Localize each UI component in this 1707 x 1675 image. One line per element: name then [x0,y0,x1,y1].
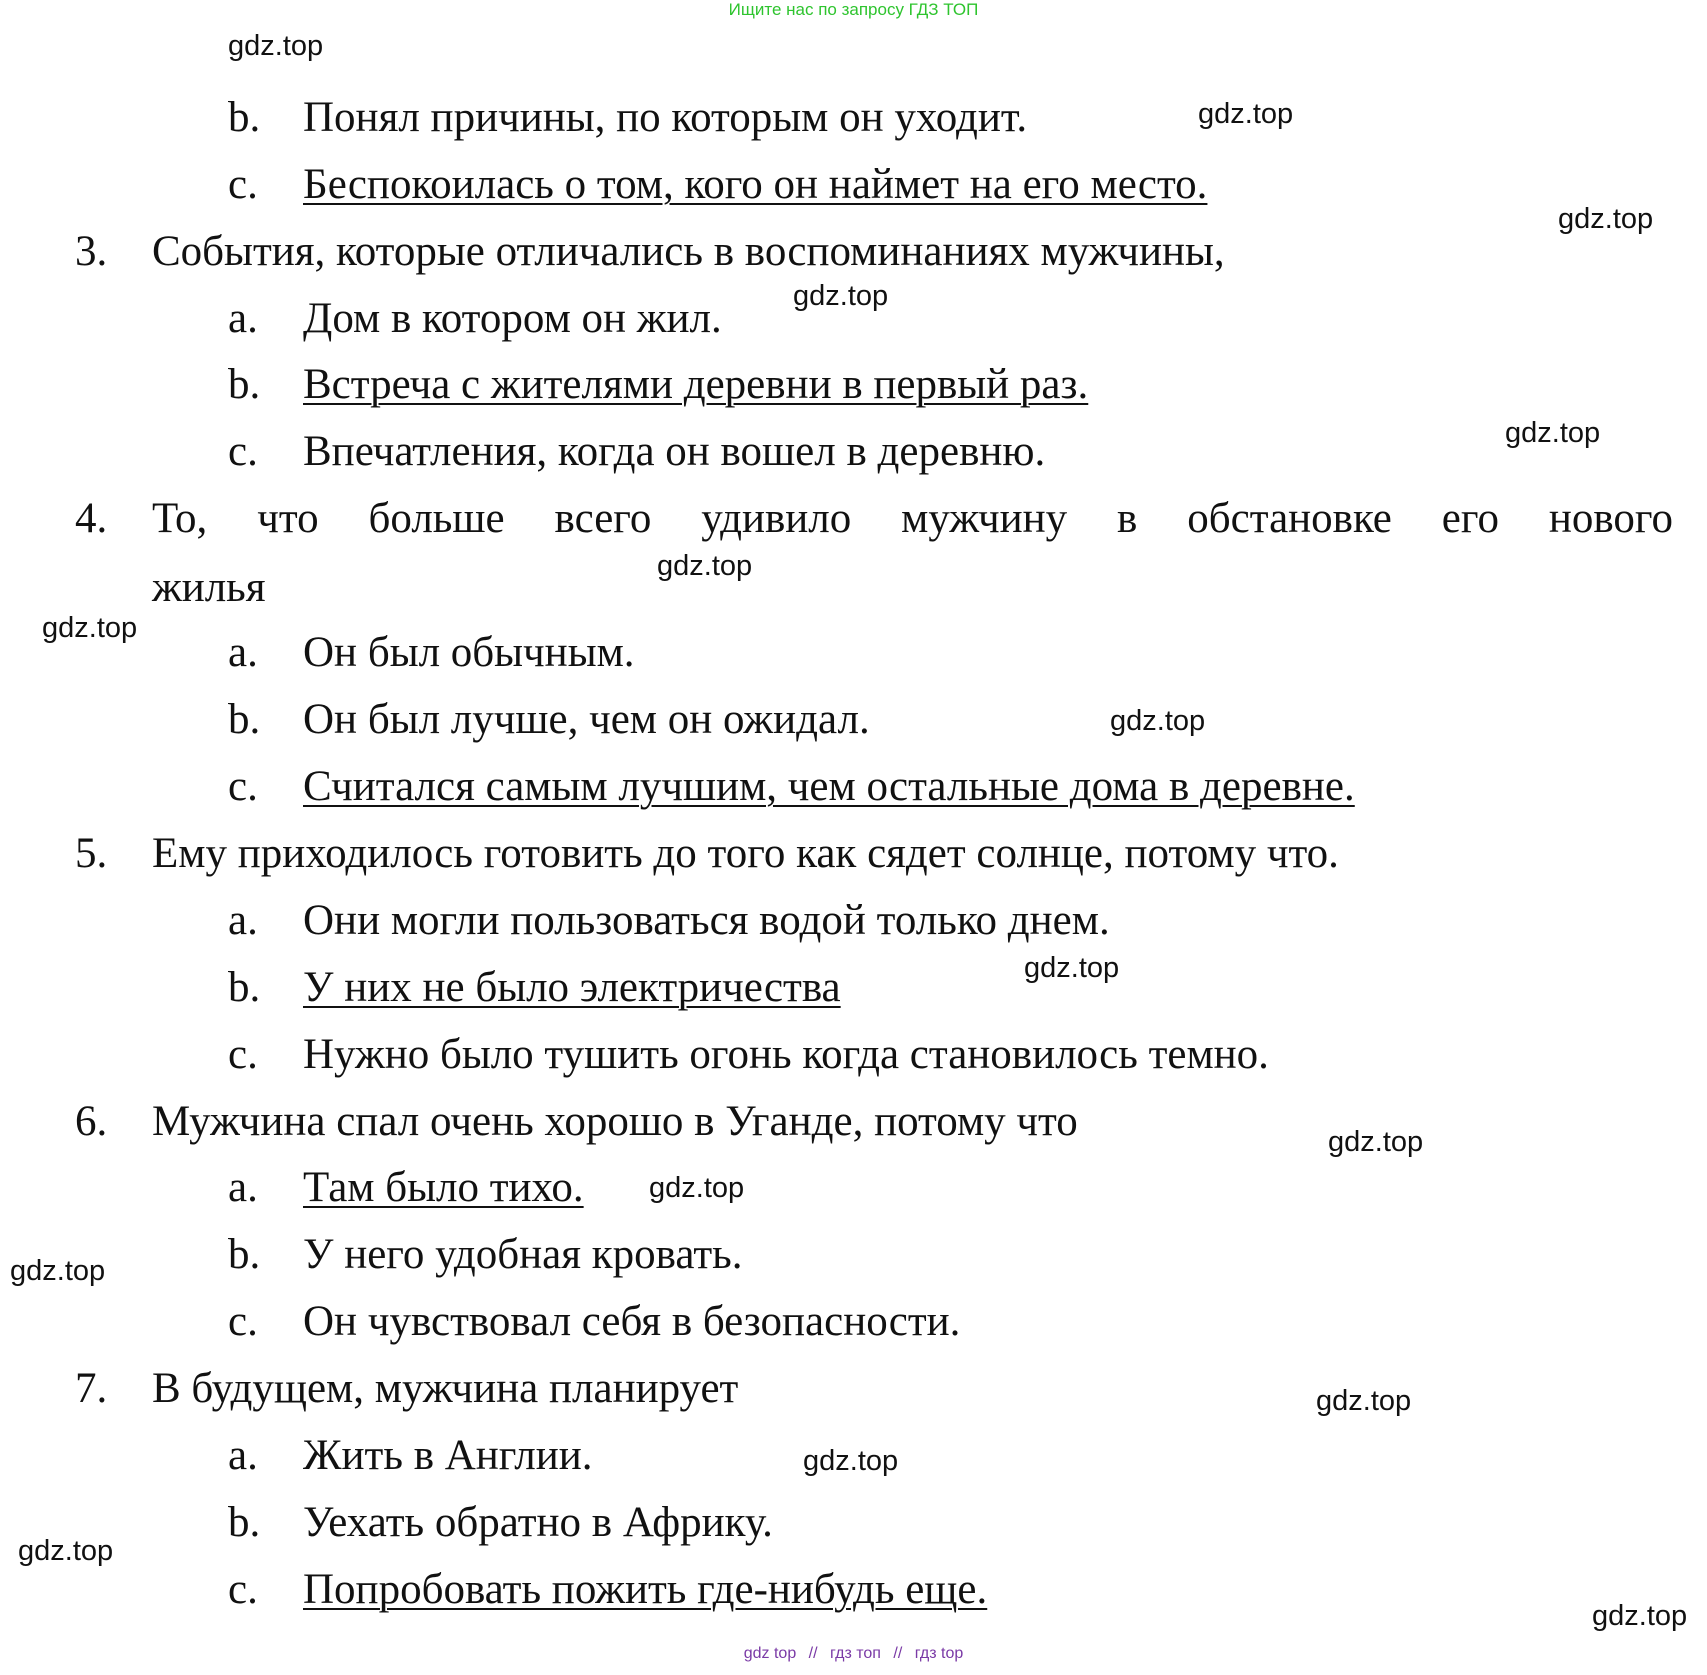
watermark: gdz.top [1024,952,1120,984]
footer-part: гдз top [914,1645,964,1662]
q3-option-c: Впечатления, когда он вошел в деревню. [303,428,1046,475]
q7-option-a: Жить в Англии. [303,1432,593,1479]
option-letter: b. [228,361,261,408]
watermark: gdz.top [42,612,138,644]
option-letter: b. [228,1499,261,1546]
question-number: 7. [75,1365,108,1412]
q4-text-line2: жилья [152,564,266,611]
watermark: gdz.top [1505,417,1601,449]
question-number: 4. [75,495,108,542]
option-letter: a. [228,897,258,944]
watermark: gdz.top [10,1255,106,1287]
watermark: gdz.top [228,30,324,62]
option-letter: c. [228,763,258,810]
watermark: gdz.top [793,280,889,312]
option-letter: b. [228,94,261,141]
q7-text: В будущем, мужчина планирует [152,1365,739,1412]
footer-separator: // [893,1645,903,1662]
watermark: gdz.top [649,1172,745,1204]
q5-option-c: Нужно было тушить огонь когда становилось темно. [303,1031,1269,1078]
footer-part: гдз топ [830,1645,881,1662]
watermark: gdz.top [1110,705,1206,737]
q6-option-a-answer: Там было тихо. [303,1164,584,1211]
watermark: gdz.top [1592,1600,1688,1632]
q3-text: События, которые отличались в воспоминаниях мужчины, [152,228,1225,275]
option-letter: c. [228,161,258,208]
q5-option-a: Они могли пользоваться водой только днем. [303,897,1110,944]
q4-text-line1: То, что больше всего удивило мужчину в обстановке его нового [152,495,1673,542]
q2-option-c-answer: Беспокоилась о том, кого он наймет на его место. [303,161,1208,208]
watermark: gdz.top [1558,203,1654,235]
q4-option-b: Он был лучше, чем он ожидал. [303,696,870,743]
footer-part: gdz top [743,1645,797,1662]
watermark: gdz.top [657,550,753,582]
watermark: gdz.top [1328,1126,1424,1158]
q3-option-b-answer: Встреча с жителями деревни в первый раз. [303,361,1089,408]
option-letter: b. [228,1231,261,1278]
watermark: gdz.top [1316,1385,1412,1417]
question-number: 3. [75,228,108,275]
option-letter: a. [228,1164,258,1211]
option-letter: c. [228,1298,258,1345]
q6-option-c: Он чувствовал себя в безопасности. [303,1298,961,1345]
option-letter: a. [228,295,258,342]
option-letter: a. [228,1432,258,1479]
option-letter: c. [228,1031,258,1078]
option-letter: c. [228,1566,258,1613]
question-number: 5. [75,830,108,877]
q3-option-a: Дом в котором он жил. [303,295,722,342]
watermark: gdz.top [803,1445,899,1477]
option-letter: b. [228,696,261,743]
footer-separator: // [808,1645,818,1662]
q7-option-b: Уехать обратно в Африку. [303,1499,773,1546]
option-letter: b. [228,964,261,1011]
option-letter: c. [228,428,258,475]
q2-option-b: Понял причины, по которым он уходит. [303,94,1028,141]
top-banner: Ищите нас по запросу ГДЗ ТОП [728,0,979,19]
q6-option-b: У него удобная кровать. [303,1231,743,1278]
watermark: gdz.top [18,1535,114,1567]
q4-option-c-answer: Считался самым лучшим, чем остальные дома в деревне. [303,763,1355,810]
q5-option-b-answer: У них не было электричества [303,964,841,1011]
q6-text: Мужчина спал очень хорошо в Уганде, потому что [152,1098,1078,1145]
watermark: gdz.top [1198,98,1294,130]
q4-option-a: Он был обычным. [303,629,635,676]
footer [0,1645,1707,1663]
q5-text: Ему приходилось готовить до того как сядет солнце, потому что. [152,830,1339,877]
q7-option-c-answer: Попробовать пожить где-нибудь еще. [303,1566,988,1613]
option-letter: a. [228,629,258,676]
question-number: 6. [75,1098,108,1145]
